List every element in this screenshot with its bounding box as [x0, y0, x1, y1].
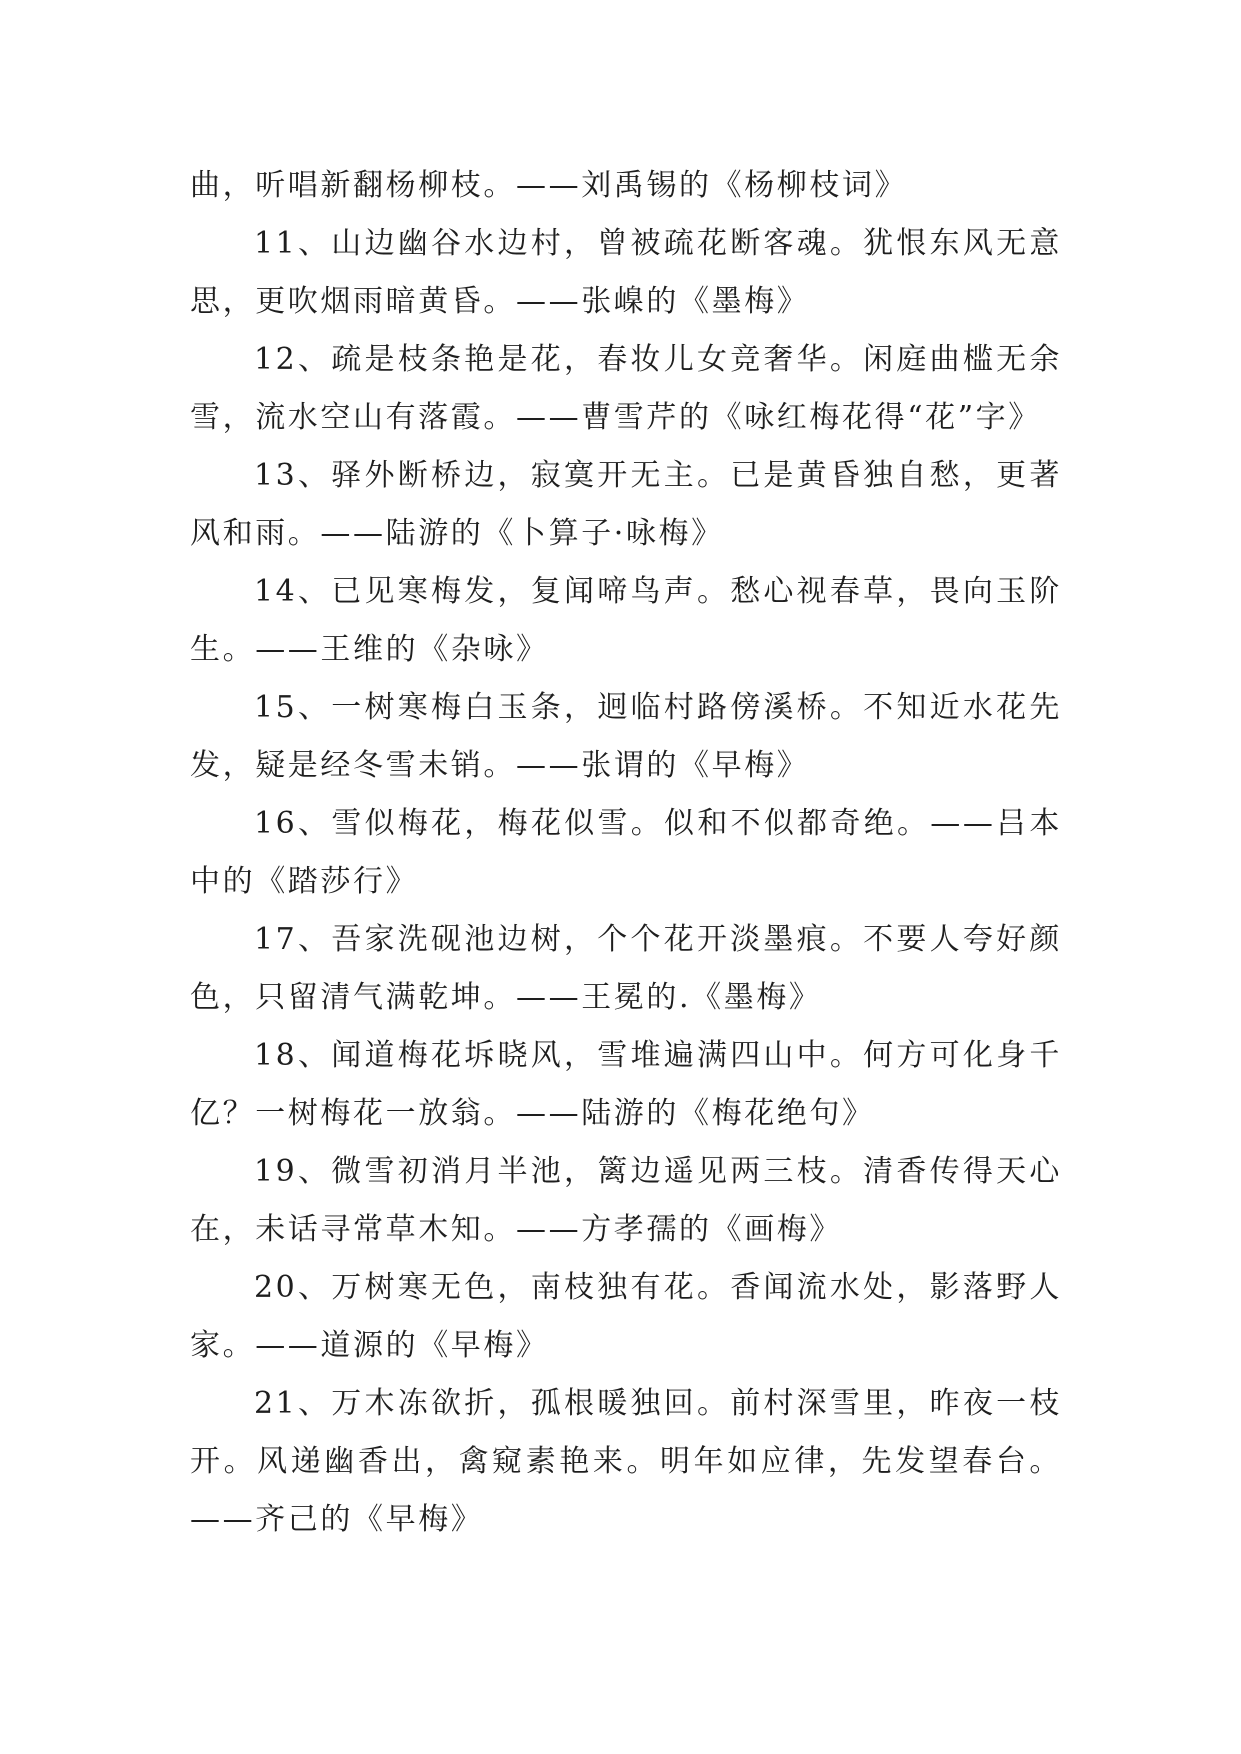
poem-entry-16: 16、雪似梅花，梅花似雪。似和不似都奇绝。——吕本中的《踏莎行》 — [190, 806, 1062, 899]
poem-entry-21: 21、万木冻欲折，孤根暖独回。前村深雪里，昨夜一枝开。风递幽香出，禽窥素艳来。明年如应律，先发望春台。——齐己的《早梅》 — [190, 1386, 1062, 1537]
poem-entry-17: 17、吾家洗砚池边树，个个花开淡墨痕。不要人夸好颜色，只留清气满乾坤。——王冕的.《墨梅》 — [190, 922, 1062, 1015]
poem-entry-11: 11、山边幽谷水边村，曾被疏花断客魂。犹恨东风无意思，更吹烟雨暗黄昏。——张嵲的《墨梅》 — [190, 226, 1062, 319]
document-body — [190, 157, 1062, 1549]
poem-entry-14: 14、已见寒梅发，复闻啼鸟声。愁心视春草，畏向玉阶生。——王维的《杂咏》 — [190, 574, 1062, 667]
poem-entry-12: 12、疏是枝条艳是花，春妆儿女竞奢华。闲庭曲槛无余雪，流水空山有落霞。——曹雪芹的《咏红梅花得“花”字》 — [190, 342, 1062, 435]
poem-entry-13: 13、驿外断桥边，寂寞开无主。已是黄昏独自愁，更著风和雨。——陆游的《卜算子·咏梅》 — [190, 458, 1062, 551]
poem-entry-19: 19、微雪初消月半池，篱边遥见两三枝。清香传得天心在，未话寻常草木知。——方孝孺的《画梅》 — [190, 1154, 1062, 1247]
poem-entry-20: 20、万树寒无色，南枝独有花。香闻流水处，影落野人家。——道源的《早梅》 — [190, 1270, 1062, 1363]
poem-entry-18: 18、闻道梅花坼晓风，雪堆遍满四山中。何方可化身千亿？一树梅花一放翁。——陆游的《梅花绝句》 — [190, 1038, 1062, 1131]
paragraph-continuation: 曲，听唱新翻杨柳枝。——刘禹锡的《杨柳枝词》 — [190, 168, 908, 203]
poem-entry-15: 15、一树寒梅白玉条，迥临村路傍溪桥。不知近水花先发，疑是经冬雪未销。——张谓的《早梅》 — [190, 690, 1062, 783]
